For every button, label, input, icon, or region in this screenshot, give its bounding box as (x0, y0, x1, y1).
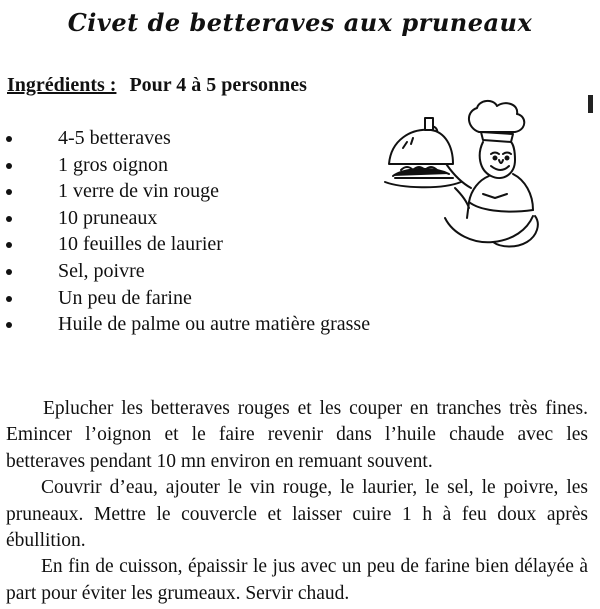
instruction-paragraph: Couvrir d’eau, ajouter le vin rouge, le laurier, le sel, le poivre, les pruneaux. Mettre le couvercle et laisser cuire 1 h à feu doux après ébullition. (6, 477, 588, 552)
chef-serving-dish-icon (383, 98, 543, 250)
servings-text: Pour 4 à 5 personnes (129, 74, 307, 96)
recipe-title: Civet de betteraves aux pruneaux (67, 8, 533, 37)
instructions (6, 396, 588, 607)
ingredient-item: Un peu de farine (0, 285, 370, 312)
ingredient-item: 10 feuilles de laurier (0, 231, 370, 258)
ingredient-item: Sel, poivre (0, 258, 370, 285)
ingredient-item: 1 gros oignon (0, 152, 370, 179)
instruction-paragraph: Eplucher les betteraves rouges et les couper en tranches très fines. Emincer l’oignon et le faire revenir dans l’huile chaude avec les betteraves pendant 10 mn environ en remuant souvent. (6, 398, 588, 472)
ingredient-item: 4-5 betteraves (0, 125, 370, 152)
ingredient-item: 1 verre de vin rouge (0, 178, 370, 205)
ingredient-item: 10 pruneaux (0, 205, 370, 232)
ingredients-label: Ingrédients : (7, 74, 117, 96)
instruction-paragraph: En fin de cuisson, épaissir le jus avec un peu de farine bien délayée à part pour éviter les grumeaux. Servir chaud. (6, 556, 588, 604)
ingredient-list (0, 125, 370, 338)
ingredients-heading (7, 74, 307, 97)
ingredient-item: Huile de palme ou autre matière grasse (0, 311, 370, 338)
scan-artifact (588, 95, 593, 113)
